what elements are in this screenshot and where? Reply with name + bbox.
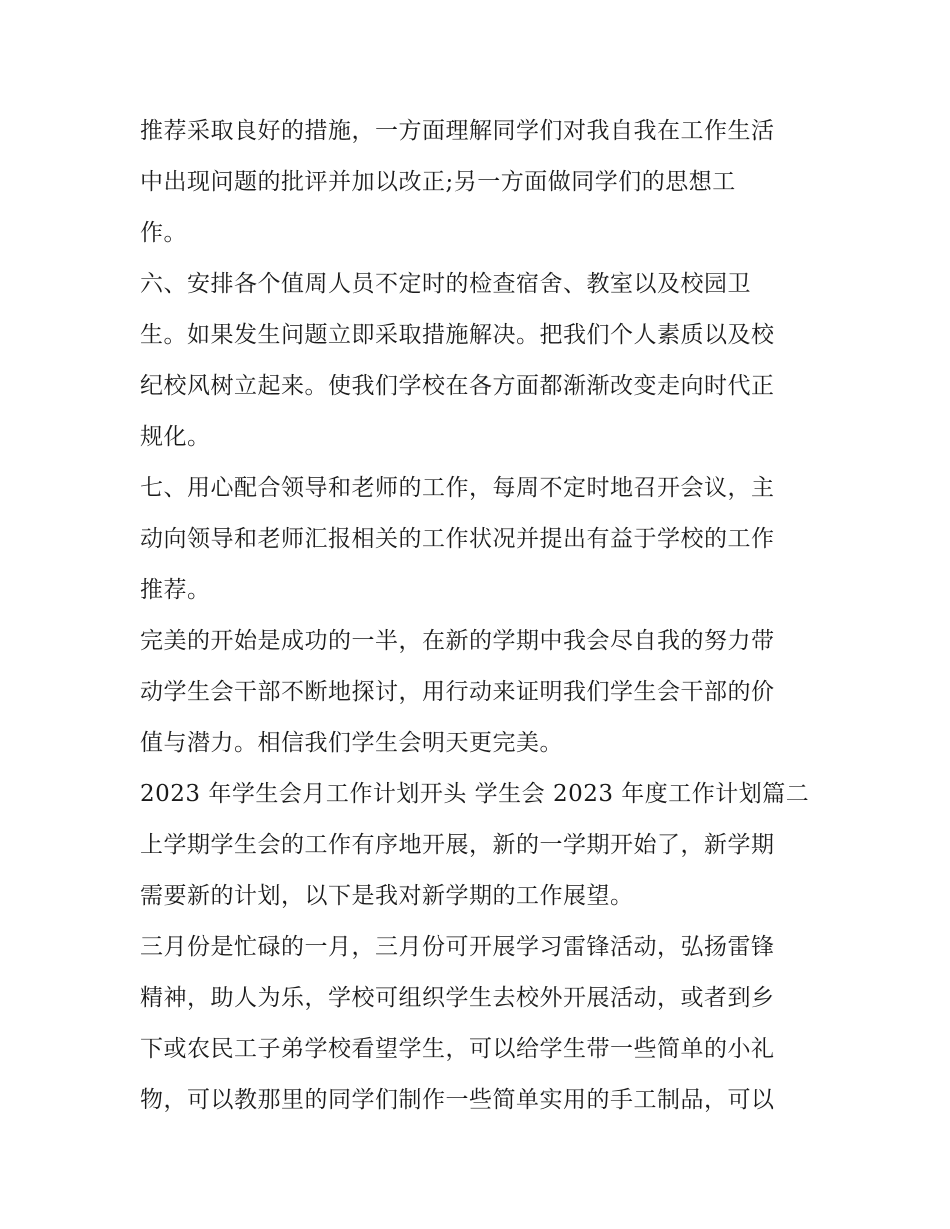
text-line: 需要新的计划，以下是我对新学期的工作展望。 — [140, 883, 634, 909]
text-line: 精神，助人为乐，学校可组织学生去校外开展活动，或者到乡 — [140, 985, 775, 1011]
text-line: 三月份是忙碌的一月，三月份可开展学习雷锋活动，弘扬雷锋 — [140, 934, 775, 960]
text-line: 上学期学生会的工作有序地开展，新的一学期开始了，新学期 — [140, 832, 775, 858]
text-line: 规化。 — [140, 424, 211, 450]
text-line: 完美的开始是成功的一半，在新的学期中我会尽自我的努力带 — [140, 628, 775, 654]
text-line: 值与潜力。相信我们学生会明天更完美。 — [140, 730, 563, 756]
text-line: 生。如果发生问题立即采取措施解决。把我们个人素质以及校 — [140, 322, 775, 348]
text-line: 推荐采取良好的措施，一方面理解同学们对我自我在工作生活 — [140, 118, 775, 144]
text-line: 下或农民工子弟学校看望学生，可以给学生带一些简单的小礼 — [140, 1036, 775, 1062]
text-line: 动学生会干部不断地探讨，用行动来证明我们学生会干部的价 — [140, 679, 775, 705]
body-text — [140, 106, 820, 1126]
text-line: 物，可以教那里的同学们制作一些简单实用的手工制品，可以 — [140, 1087, 775, 1113]
text-line: 推荐。 — [140, 577, 211, 603]
text-line: 中出现问题的批评并加以改正;另一方面做同学们的思想工 — [140, 169, 736, 195]
text-line: 七、用心配合领导和老师的工作，每周不定时地召开会议，主 — [140, 475, 775, 501]
text-line: 2023 年学生会月工作计划开头 学生会 2023 年度工作计划篇二 — [140, 781, 810, 807]
text-line: 动向领导和老师汇报相关的工作状况并提出有益于学校的工作 — [140, 526, 775, 552]
text-line: 纪校风树立起来。使我们学校在各方面都渐渐改变走向时代正 — [140, 373, 775, 399]
text-line: 作。 — [140, 220, 187, 246]
text-line: 六、安排各个值周人员不定时的检查宿舍、教室以及校园卫 — [140, 271, 751, 297]
